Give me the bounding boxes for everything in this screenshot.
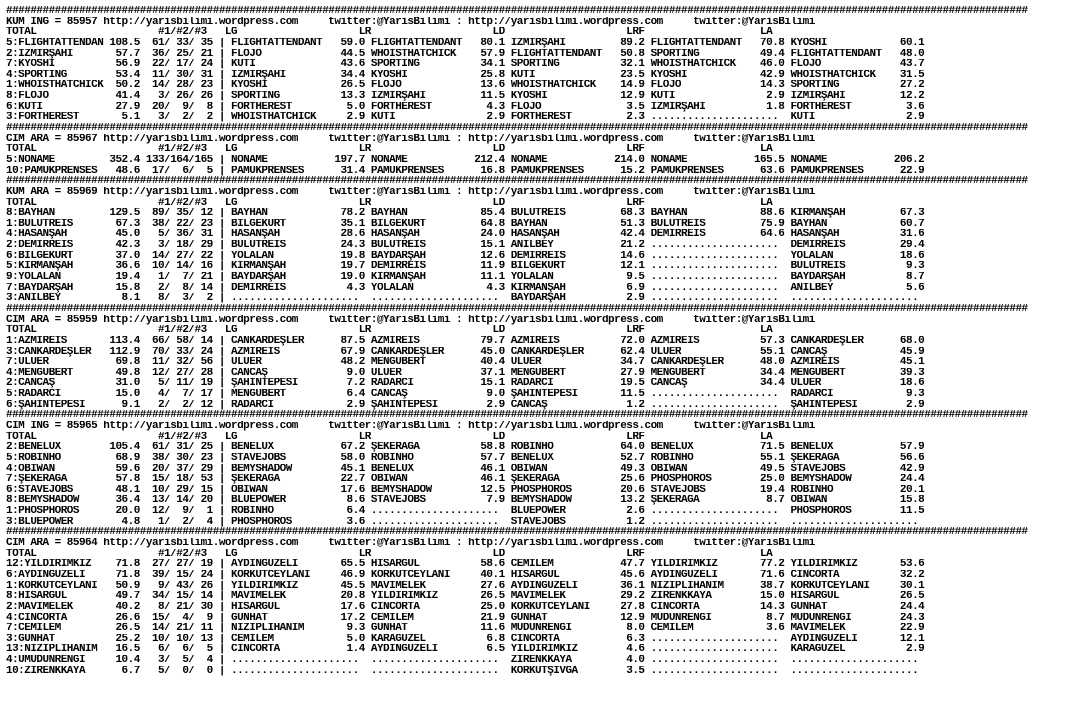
horse-stats-row: 5:KIRMANŞAH 36.6 10/ 14/ 16 | KIRMANŞAH 19.7 DEMIRREİS 11.9 BILGEKURT 12.1 ..................... BULUTREİS 9.3 [6, 261, 925, 273]
race-header-line: CIM ARA = 85964 http://yarisbilimi.wordpress.com twitter:@YarisBilimi : http://yarisbilimi.wordpress.com twitter:@YarisBilimi [6, 538, 815, 549]
horse-stats-row: 8:FLOJO 41.4 3/ 26/ 26 | SPORTING 13.3 İZMIRŞAHI 11.5 KYOSHI 12.9 KUTI 2.9 İZMIRŞAHI 12.2 [6, 91, 925, 102]
horse-stats-row: 8:BEMYSHADOW 36.4 13/ 14/ 20 | BLUEPOWER 8.6 STAVEJOBS 7.9 BEMYSHADOW 13.2 ŞEKERAĞA 8.7 OBIWAN 15.8 [6, 495, 925, 507]
race-header-line: CIM ARA = 85967 http://yarisbilimi.wordpress.com twitter:@YarisBilimi : http://yarisbilimi.wordpress.com twitter:@YarisBilimi [6, 133, 815, 145]
horse-stats-row: 1:BULUTREİS 67.3 38/ 22/ 23 | BILGEKURT 35.1 BILGEKURT 64.8 BAYHAN 51.3 BULUTREİS 75.9 BAYHAN 60.7 [6, 218, 925, 230]
horse-stats-row: 4:HASANŞAH 45.0 5/ 36/ 31 | HASANŞAH 28.6 HASANŞAH 24.0 HASANŞAH 42.4 DEMIRREİS 64.6 HASANŞAH 31.6 [6, 229, 925, 241]
horse-stats-row: 1:WHOISTHATCHICK 50.2 14/ 28/ 23 | KYOSHI 26.5 FLOJO 13.6 WHOISTHATCHICK 14.9 FLOJO 14.3 SPORTING 27.2 [6, 80, 925, 92]
horse-stats-row: 1:PHOSPHOROS 20.0 12/ 9/ 1 | ROBINHO 6.4 ..................... BLUEPOWER 2.6 ..................... PHOSPHOROS 11.5 [6, 506, 925, 517]
horse-stats-row: 6:KUTI 27.9 20/ 9/ 8 | FORTHEREST 5.0 FORTHEREST 4.3 FLOJO 3.5 İZMIRŞAHI 1.8 FORTHEREST 3.6 [6, 101, 925, 113]
horse-stats-row: 3:ANILBEY 8.1 8/ 3/ 2 | ..................... ..................... BAYDARŞAH 2.9 ..................... ..................... [6, 293, 919, 304]
horse-stats-row: 7:ULUER 69.8 11/ 32/ 56 | ULUER 48.2 MENGÜBERT 40.4 ULUER 34.7 CANKARDEŞLER 48.0 AZMİREİS 45.1 [6, 357, 925, 368]
race-statistics-document [6, 6, 1074, 676]
column-header-line: TOTAL #1/#2/#3 LG LR LD LRF LA [6, 27, 773, 38]
horse-stats-row: 6:STAVEJOBS 48.1 10/ 29/ 15 | OBIWAN 17.6 BEMYSHADOW 12.5 PHOSPHOROS 20.6 STAVEJOBS 19.4 ROBINHO 20.1 [6, 484, 925, 496]
horse-stats-row: 8:BAYHAN 129.5 89/ 35/ 12 | BAYHAN 78.2 BAYHAN 85.4 BULUTREİS 68.3 BAYHAN 88.6 KIRMANŞAH 67.3 [6, 208, 925, 219]
column-header-line: TOTAL #1/#2/#3 LG LR LD LRF LA [6, 197, 773, 209]
column-header-line: TOTAL #1/#2/#3 LG LR LD LRF LA [6, 548, 773, 560]
horse-stats-row: 3:CANKARDEŞLER 112.9 70/ 33/ 24 | AZMİREİS 67.9 CANKARDEŞLER 45.0 CANKARDEŞLER 62.4 ULUER 55.1 CANCAŞ 45.9 [6, 346, 925, 358]
horse-stats-row: 4:CINCORTA 26.6 15/ 4/ 9 | GÜNHAT 17.2 CEMİLEM 21.9 GÜNHAT 12.9 MUDUNRENGİ 8.7 MUDUNRENGİ 24.3 [6, 612, 925, 624]
horse-stats-row: 10:PAMUKPRENSES 48.6 17/ 6/ 5 | PAMUKPRENSES 31.4 PAMUKPRENSES 16.8 PAMUKPRENSES 15.2 PAMUKPRENSES 63.6 PAMUKPRENSES 22.9 [6, 165, 925, 177]
separator-line: ######################################################################################################################################################################## [6, 410, 1028, 421]
horse-stats-row: 8:HİSARGÜL 49.7 34/ 15/ 14 | MAVİMELEK 20.8 YILDIRIMKIZ 26.5 MAVİMELEK 29.2 ZIRENKKAYA 15.0 HİSARGÜL 26.5 [6, 591, 925, 602]
horse-stats-row: 5:ROBINHO 68.9 38/ 30/ 23 | STAVEJOBS 58.0 ROBINHO 57.7 BENELUX 52.7 ROBINHO 55.1 ŞEKERAĞA 56.6 [6, 452, 925, 464]
horse-stats-row: 7:KYOSHI 56.9 22/ 17/ 24 | KUTI 43.6 SPORTING 34.1 SPORTING 32.1 WHOISTHATCHICK 46.0 FLOJO 43.7 [6, 59, 925, 70]
column-header-line: TOTAL #1/#2/#3 LG LR LD LRF LA [6, 144, 773, 155]
horse-stats-row: 7:CEMİLEM 26.5 14/ 21/ 11 | NIZIPLIHANIM 9.3 GÜNHAT 11.6 MUDUNRENGİ 8.0 CEMİLEM 3.6 MAVİMELEK 22.9 [6, 623, 925, 634]
horse-stats-row: 2:CANCAŞ 31.0 5/ 11/ 19 | ŞAHINTEPESİ 7.2 RADARCI 15.1 RADARCI 19.5 CANCAŞ 34.4 ULUER 18.6 [6, 378, 925, 390]
horse-stats-row: 1:AZMİREİS 113.4 66/ 58/ 14 | CANKARDEŞLER 87.5 AZMİREİS 79.7 AZMİREİS 72.0 AZMİREİS 57.3 CANKARDEŞLER 68.0 [6, 335, 925, 347]
horse-stats-row: 2:İZMIRŞAHI 57.7 36/ 25/ 21 | FLOJO 44.5 WHOISTHATCHICK 57.9 FLIGHTATTENDANT 50.8 SPORTING 49.4 FLIGHTATTENDANT 48.0 [6, 48, 925, 60]
horse-stats-row: 7:ŞEKERAĞA 57.8 15/ 18/ 53 | ŞEKERAĞA 22.7 OBIWAN 46.1 ŞEKERAĞA 25.6 PHOSPHOROS 25.0 BEMYSHADOW 24.4 [6, 474, 925, 485]
separator-line: ######################################################################################################################################################################## [6, 176, 1028, 187]
horse-stats-row: 4:SPORTING 53.4 11/ 30/ 31 | İZMIRŞAHI 34.4 KYOSHI 25.8 KUTI 23.5 KYOSHI 42.9 WHOISTHATCHICK 31.5 [6, 69, 925, 81]
horse-stats-row: 6:AYDINGÜZELİ 71.8 39/ 15/ 24 | KORKUTCEYLANI 46.9 KORKUTCEYLANI 40.1 HİSARGÜL 45.6 AYDINGÜZELİ 71.6 CINCORTA 32.2 [6, 569, 925, 581]
horse-stats-row: 10:ZIRENKKAYA 6.7 5/ 0/ 0 | ..................... ..................... KORKUTŞIVGA 3.5 ..................... ..................... [6, 665, 919, 677]
horse-stats-row: 4:UMUDUNRENGI 10.4 3/ 5/ 4 | ..................... ..................... ZIRENKKAYA 4.0 ..................... ..................... [6, 655, 919, 666]
horse-stats-row: 2:MAVİMELEK 40.2 8/ 21/ 30 | HİSARGÜL 17.6 CINCORTA 25.0 KORKUTCEYLANI 27.8 CINCORTA 14.3 GÜNHAT 24.4 [6, 601, 925, 613]
horse-stats-row: 13:NIZIPLIHANIM 16.5 6/ 6/ 5 | CINCORTA 1.4 AYDINGÜZELİ 6.5 YILDIRIMKIZ 4.6 ..................... KARAGÜZEL 2.9 [6, 644, 925, 656]
race-header-line: CIM ARA = 85959 http://yarisbilimi.wordpress.com twitter:@YarisBilimi : http://yarisbilimi.wordpress.com twitter:@YarisBilimi [6, 314, 815, 326]
race-header-line: KUM ING = 85957 http://yarisbilimi.wordpress.com twitter:@YarisBilimi : http://yarisbilimi.wordpress.com twitter:@YarisBilimi [6, 16, 815, 28]
horse-stats-row: 6:ŞAHINTEPESİ 9.1 2/ 2/ 12 | RADARCI 2.9 ŞAHINTEPESİ 2.9 CANCAŞ 1.2 ..................... ŞAHINTEPESİ 2.9 [6, 399, 925, 411]
separator-line: ######################################################################################################################################################################## [6, 303, 1028, 315]
separator-line: ######################################################################################################################################################################## [6, 6, 1028, 17]
horse-stats-row: 3:GÜNHAT 25.2 10/ 10/ 13 | CEMİLEM 5.0 KARAGÜZEL 6.8 CINCORTA 6.3 ..................... AYDINGÜZELİ 12.1 [6, 633, 925, 645]
horse-stats-row: 3:BLUEPOWER 4.8 1/ 2/ 4 | PHOSPHOROS 3.6 ..................... STAVEJOBS 1.2 ..................... ..................... [6, 516, 919, 528]
horse-stats-row: 5:RADARCI 15.0 4/ 7/ 17 | MENGÜBERT 6.4 CANCAŞ 9.0 ŞAHINTEPESİ 11.5 ..................... RADARCI 9.3 [6, 389, 925, 400]
separator-line: ######################################################################################################################################################################## [6, 123, 1028, 134]
horse-stats-row: 5:NONAME 352.4 133/164/165 | NONAME 197.7 NONAME 212.4 NONAME 214.0 NONAME 165.5 NONAME 206.2 [6, 154, 925, 166]
horse-stats-row: 12:YILDIRIMKIZ 71.8 27/ 27/ 19 | AYDINGÜZELİ 65.5 HİSARGÜL 58.6 CEMİLEM 47.7 YILDIRIMKIZ 77.2 YILDIRIMKIZ 53.6 [6, 559, 925, 570]
horse-stats-row: 9:YOLALAN 19.4 1/ 7/ 21 | BAYDARŞAH 19.0 KIRMANŞAH 11.1 YOLALAN 9.5 ..................... BAYDARŞAH 8.7 [6, 272, 925, 283]
horse-stats-row: 6:BILGEKURT 37.0 14/ 27/ 22 | YOLALAN 19.8 BAYDARŞAH 12.6 DEMIRREİS 14.6 ..................... YOLALAN 18.6 [6, 250, 925, 262]
horse-stats-row: 7:BAYDARŞAH 15.8 2/ 8/ 14 | DEMIRREİS 4.3 YOLALAN 4.3 KIRMANŞAH 6.9 ..................... ANILBEY 5.6 [6, 282, 925, 294]
horse-stats-row: 1:KORKUTCEYLANI 50.9 9/ 43/ 26 | YILDIRIMKIZ 45.5 MAVİMELEK 27.6 AYDINGÜZELİ 36.1 NIZIPLIHANIM 38.7 KORKUTCEYLANI 30.1 [6, 580, 925, 592]
separator-line: ######################################################################################################################################################################## [6, 527, 1028, 539]
horse-stats-row: 3:FORTHEREST 5.1 3/ 2/ 2 | WHOISTHATCHICK 2.9 KUTI 2.9 FORTHEREST 2.3 ..................... KUTI 2.9 [6, 112, 925, 124]
horse-stats-row: 4:OBIWAN 59.6 20/ 37/ 29 | BEMYSHADOW 45.1 BENELUX 46.1 OBIWAN 49.3 OBIWAN 49.5 STAVEJOBS 42.9 [6, 463, 925, 475]
race-header-line: CIM ING = 85965 http://yarisbilimi.wordpress.com twitter:@YarisBilimi : http://yarisbilimi.wordpress.com twitter:@YarisBilimi [6, 420, 815, 432]
horse-stats-row: 4:MENGÜBERT 49.8 12/ 27/ 28 | CANCAŞ 9.0 ULUER 37.1 MENGÜBERT 27.9 MENGÜBERT 34.4 MENGÜBERT 39.3 [6, 367, 925, 379]
column-header-line: TOTAL #1/#2/#3 LG LR LD LRF LA [6, 325, 773, 336]
race-header-line: KUM ARA = 85969 http://yarisbilimi.wordpress.com twitter:@YarisBilimi : http://yarisbilimi.wordpress.com twitter:@YarisBilimi [6, 186, 815, 198]
column-header-line: TOTAL #1/#2/#3 LG LR LD LRF LA [6, 431, 773, 443]
horse-stats-row: 5:FLIGHTATTENDAN 108.5 61/ 33/ 35 | FLIGHTATTENDANT 59.0 FLIGHTATTENDANT 80.1 İZMIRŞAHI 89.2 FLIGHTATTENDANT 70.8 KYOSHI 60.1 [6, 37, 925, 49]
horse-stats-row: 2:BENELUX 105.4 61/ 31/ 25 | BENELUX 67.2 ŞEKERAĞA 58.8 ROBINHO 64.0 BENELUX 71.5 BENELUX 57.9 [6, 442, 925, 453]
horse-stats-row: 2:DEMIRREİS 42.3 3/ 18/ 29 | BULUTREİS 24.3 BULUTREİS 15.1 ANILBEY 21.2 ..................... DEMIRREİS 29.4 [6, 240, 925, 251]
